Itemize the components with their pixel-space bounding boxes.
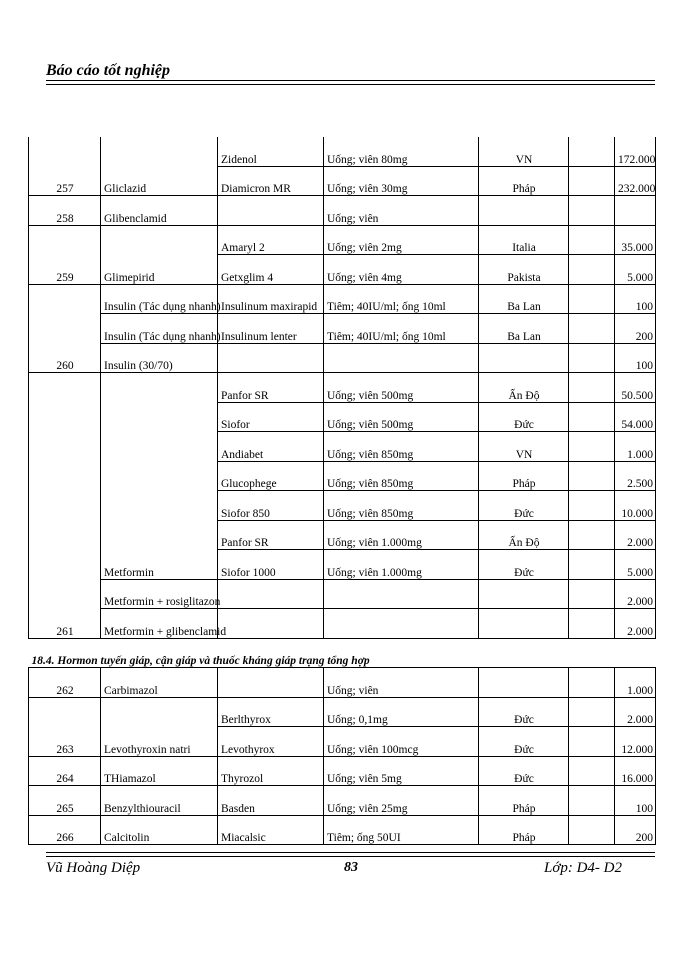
- dosage-form: [324, 609, 479, 639]
- blank-cell: [569, 550, 615, 580]
- drug-name: Diamicron MR: [218, 166, 324, 196]
- quantity: 1.000: [615, 668, 656, 698]
- drug-name: Thyrozol: [218, 756, 324, 786]
- table-row: [29, 284, 656, 314]
- quantity: 54.000: [615, 402, 656, 432]
- origin-country: Italia: [479, 225, 569, 255]
- active-ingredient: Insulin (Tác dụng nhanh): [101, 284, 218, 314]
- quantity: 5.000: [615, 550, 656, 580]
- quantity: 5.000: [615, 255, 656, 285]
- row-number: [29, 373, 101, 403]
- active-ingredient: [101, 520, 218, 550]
- origin-country: Pháp: [479, 815, 569, 845]
- blank-cell: [569, 196, 615, 226]
- quantity: 2.000: [615, 609, 656, 639]
- blank-cell: [569, 461, 615, 491]
- drug-name: Siofor: [218, 402, 324, 432]
- active-ingredient: [101, 461, 218, 491]
- drug-name: Insulinum lenter: [218, 314, 324, 344]
- blank-cell: [569, 815, 615, 845]
- active-ingredient: Carbimazol: [101, 668, 218, 698]
- table-row: [29, 579, 656, 609]
- active-ingredient: [101, 697, 218, 727]
- active-ingredient: Benzylthiouracil: [101, 786, 218, 816]
- table-row: [29, 402, 656, 432]
- quantity: 2.500: [615, 461, 656, 491]
- drug-name: Panfor SR: [218, 373, 324, 403]
- quantity: 232.000: [615, 166, 656, 196]
- origin-country: VN: [479, 137, 569, 166]
- drug-name: Amaryl 2: [218, 225, 324, 255]
- quantity: 100: [615, 284, 656, 314]
- drug-name: Siofor 1000: [218, 550, 324, 580]
- row-number: 261: [29, 609, 101, 639]
- table-row: [29, 255, 656, 285]
- blank-cell: [569, 579, 615, 609]
- drug-name: Miacalsic: [218, 815, 324, 845]
- table-row: [29, 166, 656, 196]
- row-number: [29, 697, 101, 727]
- dosage-form: Tiêm; 40IU/ml; ống 10ml: [324, 314, 479, 344]
- table-row: [29, 461, 656, 491]
- row-number: [29, 520, 101, 550]
- blank-cell: [569, 373, 615, 403]
- quantity: [615, 196, 656, 226]
- footer-rule: [46, 852, 655, 857]
- active-ingredient: Calcitolin: [101, 815, 218, 845]
- row-number: [29, 314, 101, 344]
- dosage-form: Uống; viên 2mg: [324, 225, 479, 255]
- quantity: 10.000: [615, 491, 656, 521]
- active-ingredient: Insulin (Tác dụng nhanh): [101, 314, 218, 344]
- row-number: 266: [29, 815, 101, 845]
- row-number: [29, 284, 101, 314]
- row-number: 257: [29, 166, 101, 196]
- drug-name: [218, 196, 324, 226]
- row-number: [29, 550, 101, 580]
- footer-class: Lớp: D4- D2: [543, 860, 622, 876]
- origin-country: [479, 579, 569, 609]
- row-number: 262: [29, 668, 101, 698]
- table-row: [29, 550, 656, 580]
- table-row: [29, 697, 656, 727]
- table-row: [29, 196, 656, 226]
- drug-name: Glucophege: [218, 461, 324, 491]
- active-ingredient: Gliclazid: [101, 166, 218, 196]
- drug-name: Insulinum maxirapid: [218, 284, 324, 314]
- row-number: [29, 461, 101, 491]
- quantity: 100: [615, 786, 656, 816]
- table-row: [29, 137, 656, 166]
- drug-name: Getxglim 4: [218, 255, 324, 285]
- section-title: 18.4. Hormon tuyến giáp, cận giáp và thuốc kháng giáp trạng tổng hợp: [29, 638, 656, 668]
- active-ingredient: THiamazol: [101, 756, 218, 786]
- table-row: [29, 491, 656, 521]
- origin-country: Ba Lan: [479, 284, 569, 314]
- dosage-form: Uống; viên 500mg: [324, 402, 479, 432]
- dosage-form: Uống; viên 4mg: [324, 255, 479, 285]
- origin-country: Ấn Độ: [479, 373, 569, 403]
- origin-country: Đức: [479, 697, 569, 727]
- row-number: 264: [29, 756, 101, 786]
- dosage-form: Uống; viên 5mg: [324, 756, 479, 786]
- blank-cell: [569, 432, 615, 462]
- origin-country: Pháp: [479, 166, 569, 196]
- dosage-form: Uống; viên: [324, 668, 479, 698]
- quantity: 2.000: [615, 579, 656, 609]
- active-ingredient: Glibenclamid: [101, 196, 218, 226]
- quantity: 2.000: [615, 697, 656, 727]
- dosage-form: Uống; 0,1mg: [324, 697, 479, 727]
- row-number: [29, 225, 101, 255]
- active-ingredient: [101, 225, 218, 255]
- quantity: 200: [615, 815, 656, 845]
- quantity: 100: [615, 343, 656, 373]
- row-number: [29, 402, 101, 432]
- row-number: 263: [29, 727, 101, 757]
- active-ingredient: Insulin (30/70): [101, 343, 218, 373]
- row-number: 265: [29, 786, 101, 816]
- table-row: [29, 520, 656, 550]
- active-ingredient: [101, 402, 218, 432]
- row-number: [29, 579, 101, 609]
- blank-cell: [569, 166, 615, 196]
- origin-country: Ấn Độ: [479, 520, 569, 550]
- blank-cell: [569, 668, 615, 698]
- dosage-form: Uống; viên 850mg: [324, 491, 479, 521]
- dosage-form: Uống; viên 850mg: [324, 432, 479, 462]
- dosage-form: Uống; viên 1.000mg: [324, 520, 479, 550]
- active-ingredient: Metformin + glibenclamid: [101, 609, 218, 639]
- blank-cell: [569, 520, 615, 550]
- active-ingredient: Metformin: [101, 550, 218, 580]
- quantity: 2.000: [615, 520, 656, 550]
- footer-author: Vũ Hoàng Diệp: [46, 860, 141, 876]
- origin-country: [479, 343, 569, 373]
- origin-country: Pháp: [479, 786, 569, 816]
- table-row: [29, 373, 656, 403]
- drug-name: Zidenol: [218, 137, 324, 166]
- blank-cell: [569, 314, 615, 344]
- blank-cell: [569, 609, 615, 639]
- quantity: 50.500: [615, 373, 656, 403]
- header-rule: [46, 80, 655, 85]
- row-number: 260: [29, 343, 101, 373]
- footer-page-number: 83: [344, 860, 358, 875]
- origin-country: Đức: [479, 756, 569, 786]
- table-row: [29, 756, 656, 786]
- table-row: [29, 727, 656, 757]
- drug-name: Basden: [218, 786, 324, 816]
- section-heading-group: [29, 638, 656, 668]
- active-ingredient: Glimepirid: [101, 255, 218, 285]
- dosage-form: Uống; viên 850mg: [324, 461, 479, 491]
- blank-cell: [569, 137, 615, 166]
- dosage-form: Uống; viên 30mg: [324, 166, 479, 196]
- blank-cell: [569, 756, 615, 786]
- blank-cell: [569, 284, 615, 314]
- dosage-form: Uống; viên 80mg: [324, 137, 479, 166]
- origin-country: [479, 609, 569, 639]
- table-row: [29, 815, 656, 845]
- row-number: 259: [29, 255, 101, 285]
- blank-cell: [569, 343, 615, 373]
- table-row: [29, 343, 656, 373]
- origin-country: Đức: [479, 727, 569, 757]
- quantity: 16.000: [615, 756, 656, 786]
- table-row: [29, 314, 656, 344]
- drug-name: Siofor 850: [218, 491, 324, 521]
- dosage-form: Uống; viên: [324, 196, 479, 226]
- table-row: [29, 668, 656, 698]
- dosage-form: [324, 343, 479, 373]
- active-ingredient: Levothyroxin natri: [101, 727, 218, 757]
- section-row: [29, 638, 656, 668]
- drug-table: [28, 137, 656, 845]
- row-number: [29, 137, 101, 166]
- dosage-form: Uống; viên 1.000mg: [324, 550, 479, 580]
- active-ingredient: [101, 432, 218, 462]
- drug-name: [218, 343, 324, 373]
- active-ingredient: [101, 373, 218, 403]
- quantity: 200: [615, 314, 656, 344]
- drug-name: [218, 609, 324, 639]
- active-ingredient: [101, 491, 218, 521]
- dosage-form: Tiêm; 40IU/ml; ống 10ml: [324, 284, 479, 314]
- drug-table-body-a: [29, 137, 656, 638]
- active-ingredient: [101, 137, 218, 166]
- origin-country: Đức: [479, 402, 569, 432]
- origin-country: Đức: [479, 550, 569, 580]
- page-header-title: Báo cáo tốt nghiệp: [46, 62, 171, 79]
- active-ingredient: Metformin + rosiglitazon: [101, 579, 218, 609]
- dosage-form: Uống; viên 25mg: [324, 786, 479, 816]
- drug-name: Levothyrox: [218, 727, 324, 757]
- blank-cell: [569, 727, 615, 757]
- dosage-form: [324, 579, 479, 609]
- dosage-form: Uống; viên 500mg: [324, 373, 479, 403]
- origin-country: Pháp: [479, 461, 569, 491]
- blank-cell: [569, 225, 615, 255]
- blank-cell: [569, 255, 615, 285]
- table-row: [29, 609, 656, 639]
- origin-country: [479, 196, 569, 226]
- drug-table-body-b: [29, 668, 656, 845]
- table-row: [29, 786, 656, 816]
- drug-name: Andiabet: [218, 432, 324, 462]
- quantity: 1.000: [615, 432, 656, 462]
- origin-country: VN: [479, 432, 569, 462]
- drug-name: Panfor SR: [218, 520, 324, 550]
- row-number: 258: [29, 196, 101, 226]
- origin-country: [479, 668, 569, 698]
- blank-cell: [569, 786, 615, 816]
- blank-cell: [569, 697, 615, 727]
- row-number: [29, 432, 101, 462]
- row-number: [29, 491, 101, 521]
- table-row: [29, 225, 656, 255]
- origin-country: Ba Lan: [479, 314, 569, 344]
- drug-name: [218, 579, 324, 609]
- quantity: 35.000: [615, 225, 656, 255]
- blank-cell: [569, 491, 615, 521]
- quantity: 12.000: [615, 727, 656, 757]
- origin-country: Pakista: [479, 255, 569, 285]
- blank-cell: [569, 402, 615, 432]
- drug-name: Berlthyrox: [218, 697, 324, 727]
- dosage-form: Uống; viên 100mcg: [324, 727, 479, 757]
- dosage-form: Tiêm; ống 50UI: [324, 815, 479, 845]
- drug-name: [218, 668, 324, 698]
- origin-country: Đức: [479, 491, 569, 521]
- table-row: [29, 432, 656, 462]
- quantity: 172.000: [615, 137, 656, 166]
